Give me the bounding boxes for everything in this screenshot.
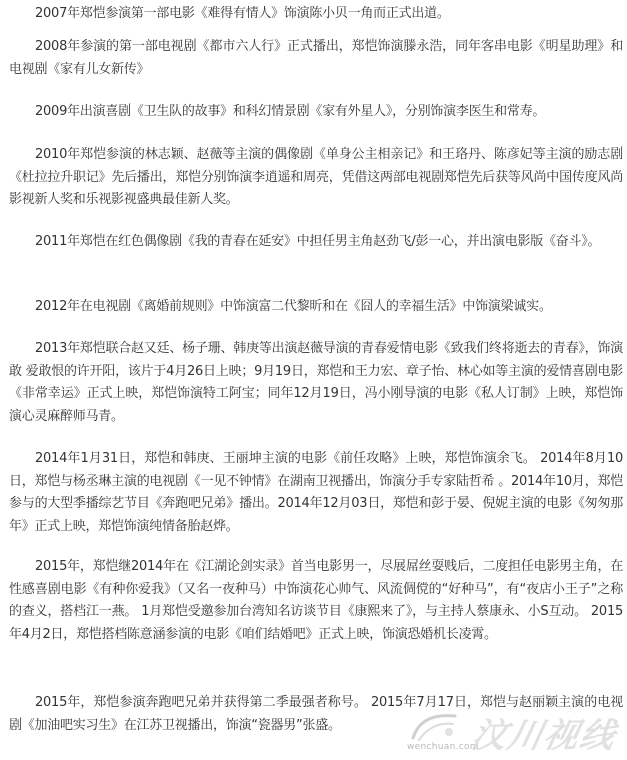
watermark-brand: 汶川视线 [468,716,621,756]
paragraph-2015-b: 2015年，郑恺参演奔跑吧兄弟并获得第二季最强者称号。 2015年7月17日，郑恺与赵丽颖主演的电视剧《加油吧实习生》在江苏卫视播出，饰演“瓷器男”张盛。 [9,695,623,733]
paragraph-2008: 2008年参演的第一部电视剧《都市六人行》正式播出，郑恺饰演滕永浩，同年客串电影《明星助理》和电视剧《家有儿女新传》 [9,39,623,77]
paragraph-2014: 2014年1月31日，郑恺和韩庚、王丽坤主演的电影《前任攻略》上映，郑恺饰演余飞。 2014年8月10日，郑恺与杨丞琳主演的电视剧《一见不钟情》在湖南卫视播出，饰演分手专家陆哲希 。2014年10月，郑恺参与的大型季播综艺节目《奔跑吧兄弟》播出。2014年12月03日，郑恺和彭于晏、倪妮主演的电影《匆匆那年》正式上映，郑恺饰演纯情备胎赵烨。 [9,451,623,534]
paragraph-2009: 2009年出演喜剧《卫生队的故事》和科幻情景剧《家有外星人》，分别饰演李医生和常寿。 [35,104,546,119]
paragraph-2011: 2011年郑恺在红色偶像剧《我的青春在延安》中担任男主角赵劲飞/彭一心，并出演电影版《奋斗》。 [35,234,601,249]
paragraph-2012: 2012年在电视剧《离婚前规则》中饰演富二代黎昕和在《囧人的幸福生活》中饰演梁诚实。 [35,299,552,314]
paragraph-2015-a: 2015年，郑恺继2014年在《江湖论剑实录》首当电影男一，尽展屌丝耍贱后，二度担任电影男主角，在性感喜剧电影《有种你爱我》（又名一夜种马）中饰演花心帅气、风流倜傥的“好种马”，有“夜店小王子”之称的查义，搭档江一燕。 1月郑恺受邀参加台湾知名访谈节目《康熙来了》，与主持人蔡康永、小S互动。 2015年4月2日，郑恺搭档陈意涵参演的电影《咱们结婚吧》正式上映，饰演恐婚机长凌霄。 [9,559,623,642]
watermark-url: wenchuan.com [407,742,479,752]
paragraph-2010: 2010年郑恺参演的林志颖、赵薇等主演的偶像剧《单身公主相亲记》和王珞丹、陈彦妃等主演的励志剧《杜拉拉升职记》先后播出，郑恺分别饰演李逍遥和周亮，凭借这两部电视剧郑恺先后获等风尚中国传度风尚影视新人奖和乐视影视盛典最佳新人奖。 [9,147,623,208]
paragraph-2007: 2007年郑恺参演第一部电影《难得有情人》饰演陈小贝一角而正式出道。 [35,6,450,21]
paragraph-2013: 2013年郑恺联合赵又廷、杨子珊、韩庚等出演赵薇导演的青春爱情电影《致我们终将逝去的青春》，饰演敢 爱敢恨的许开阳，该片于4月26日上映；9月19日，郑恺和王力宏、章子怡、林心如等主演的爱情喜剧电影《非常幸运》正式上映，郑恺饰演特工阿宝；同年12月19日，冯小刚导演的电影《私人订制》上映，郑恺饰演心灵麻醉师马青。 [9,341,623,424]
